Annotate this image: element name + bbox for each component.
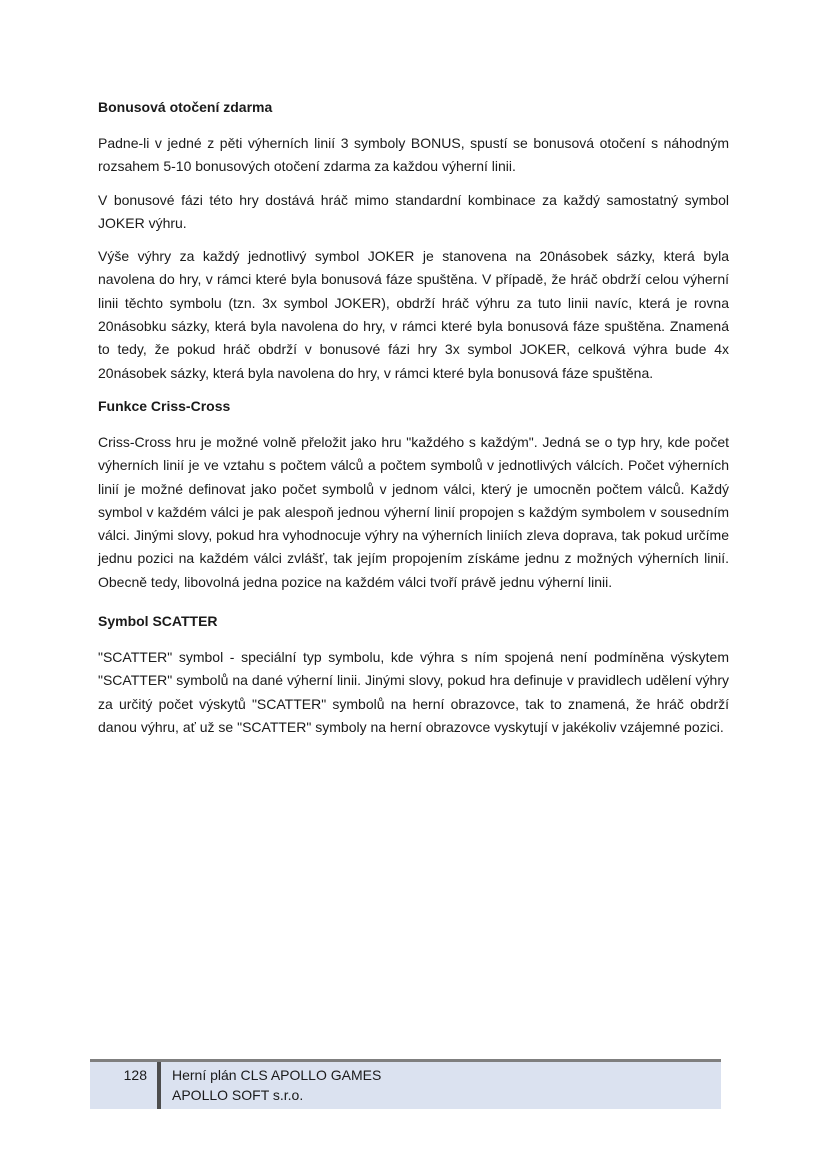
- section-heading-bonus-spins: Bonusová otočení zdarma: [98, 99, 273, 115]
- section-scatter: [98, 610, 729, 739]
- paragraph: "SCATTER" symbol - speciální typ symbolu, kde výhra s ním spojená není podmíněna výskytem "SCATTER" symbolů na dané výherní linii. Jinými slovy, pokud hra definuje v pravidlech udělení výhry za určitý počet výskytů "SCATTER" symbolů na herní obrazovce, tak to znamená, že hráč obdrží danou výhru, ať už se "SCATTER" symboly na herní obrazovce vyskytují v jakékoliv vzájemné pozici.: [98, 649, 729, 735]
- section-criss-cross: [98, 395, 729, 594]
- page-number: 128: [123, 1067, 147, 1083]
- document-content: [98, 96, 729, 749]
- footer-doc-title: Herní plán CLS APOLLO GAMES: [172, 1067, 382, 1083]
- section-heading-criss-cross: Funkce Criss-Cross: [98, 397, 231, 414]
- paragraph: V bonusové fázi této hry dostává hráč mimo standardní kombinace za každý samostatný symbol JOKER výhru.: [98, 191, 729, 231]
- page-footer: [90, 1059, 721, 1109]
- footer-company: APOLLO SOFT s.r.o.: [172, 1087, 304, 1103]
- paragraph: Výše výhry za každý jednotlivý symbol JOKER je stanovena na 20násobek sázky, která byla navolena do hry, v rámci které byla bonusová fáze spuštěna. V případě, že hráč obdrží celou výherní linii těchto symbolu (tzn. 3x symbol JOKER), obdrží hráč výhru za tuto linii navíc, která je rovna 20násobku sázky, která byla navolena do hry, v rámci které byla bonusová fáze spuštěna. Znamená to tedy, že pokud hráč obdrží v bonusové fázi hry 3x symbol JOKER, celková výhra bude 4x 20násobek sázky, která byla navolena do hry, v rámci které byla bonusová fáze spuštěna.: [98, 248, 729, 381]
- paragraph: Padne-li v jedné z pěti výherních linií 3 symboly BONUS, spustí se bonusová otočení s náhodným rozsahem 5-10 bonusových otočení zdarma za každou výherní linii.: [98, 135, 729, 175]
- section-heading-scatter: Symbol SCATTER: [98, 613, 218, 630]
- footer-text: [161, 1062, 381, 1109]
- section-bonus-spins: [98, 96, 729, 385]
- paragraph: Criss-Cross hru je možné volně přeložit jako hru "každého s každým". Jedná se o typ hry, kde počet výherních linií je ve vztahu s počtem válců a počtem symbolů v jednotlivých válcích. Počet výherních linií je možné definovat jako počet symbolů v jednom válci, který je umocněn počtem válců. Každý symbol v každém válci je pak alespoň jednou výherní linií propojen s každým symbolem v sousedním válci. Jinými slovy, pokud hra vyhodnocuje výhry na výherních liniích zleva doprava, tak pokud určíme jednu pozici na každém válci zvlášť, tak jejím propojením získáme jednu z možných výherních linií. Obecně tedy, libovolná jedna pozice na každém válci tvoří právě jednu výherní linii.: [98, 433, 729, 590]
